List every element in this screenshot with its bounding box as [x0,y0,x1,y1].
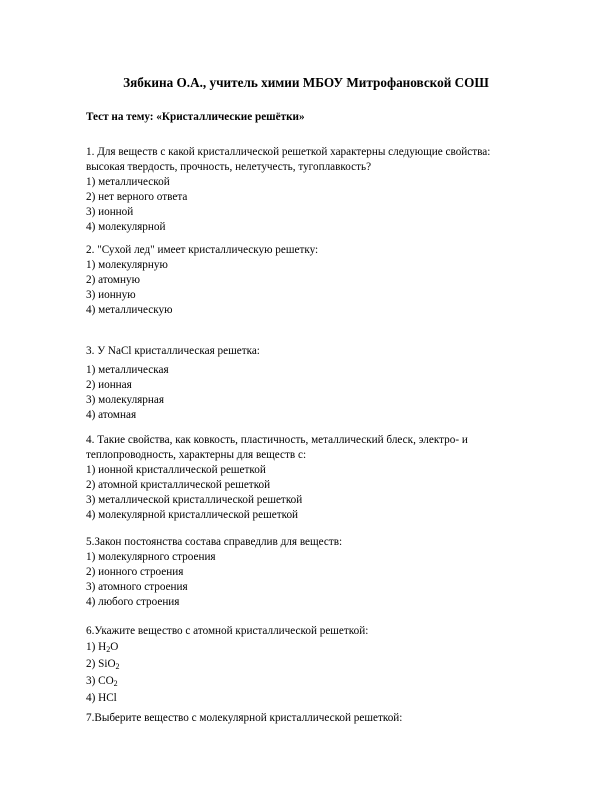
author-header: Зябкина О.А., учитель химии МБОУ Митрофановской СОШ [123,75,489,90]
question-text: 3. У NaCl кристаллическая решетка: [86,345,260,357]
answer-option: 4) молекулярной [86,221,166,233]
answer-option: 4) металлическую [86,304,173,316]
answer-option: 3) атомного строения [86,581,188,593]
answer-option: 1) молекулярную [86,259,168,271]
answer-option: 2) ионная [86,379,132,391]
question-5 [86,535,526,610]
answer-option: 2) атомной кристаллической решеткой [86,479,271,491]
answer-option: 3) ионную [86,289,136,301]
answer-option: 2) атомную [86,274,140,286]
answer-option: 4) HCl [86,692,117,704]
answer-option: 1) металлической [86,176,170,188]
question-text: 2. "Сухой лед" имеет кристаллическую решетку: [86,244,319,256]
test-subtitle: Тест на тему: «Кристаллические решётки» [86,111,305,123]
answer-option: 1) металлическая [86,364,169,376]
answer-option: 3) металлической кристаллической решеткой [86,494,303,506]
answer-option: 1) $H_2O$ [86,641,119,654]
answer-option: 2) SiO$_2$ [86,658,120,671]
answer-option: 4) молекулярной кристаллической решеткой [86,509,299,521]
question-4 [86,433,516,523]
question-7 [86,711,526,726]
answer-option: 2) ионного строения [86,566,184,578]
question-text: 5.Закон постоянства состава справедлив для веществ: [86,536,343,548]
answer-option: 4) любого строения [86,596,180,608]
answer-option: 3) $CO_2$ [86,675,118,688]
answer-option: 3) ионной [86,206,134,218]
question-text: 4. Такие свойства, как ковкость, пластичность, металлический блеск, электро- и теплопроводность, характерны для веществ с: [86,434,468,461]
question-text: 7.Выберите вещество с молекулярной кристаллической решеткой: [86,712,403,724]
question-text: 6.Укажите вещество с атомной кристаллической решеткой: [86,625,369,637]
question-1 [86,145,526,235]
answer-option: 1) ионной кристаллической решеткой [86,464,266,476]
answer-option: 4) атомная [86,409,137,421]
question-text: 1. Для веществ с какой кристаллической решеткой характерны следующие свойства: высокая твердость, прочность, нелетучесть, тугоплавкость? [86,146,491,173]
question-2 [86,243,526,318]
question-6 [86,624,526,707]
answer-option: 2) нет верного ответа [86,191,188,203]
answer-option: 3) молекулярная [86,394,164,406]
answer-option: 1) молекулярного строения [86,551,216,563]
question-3 [86,344,526,423]
